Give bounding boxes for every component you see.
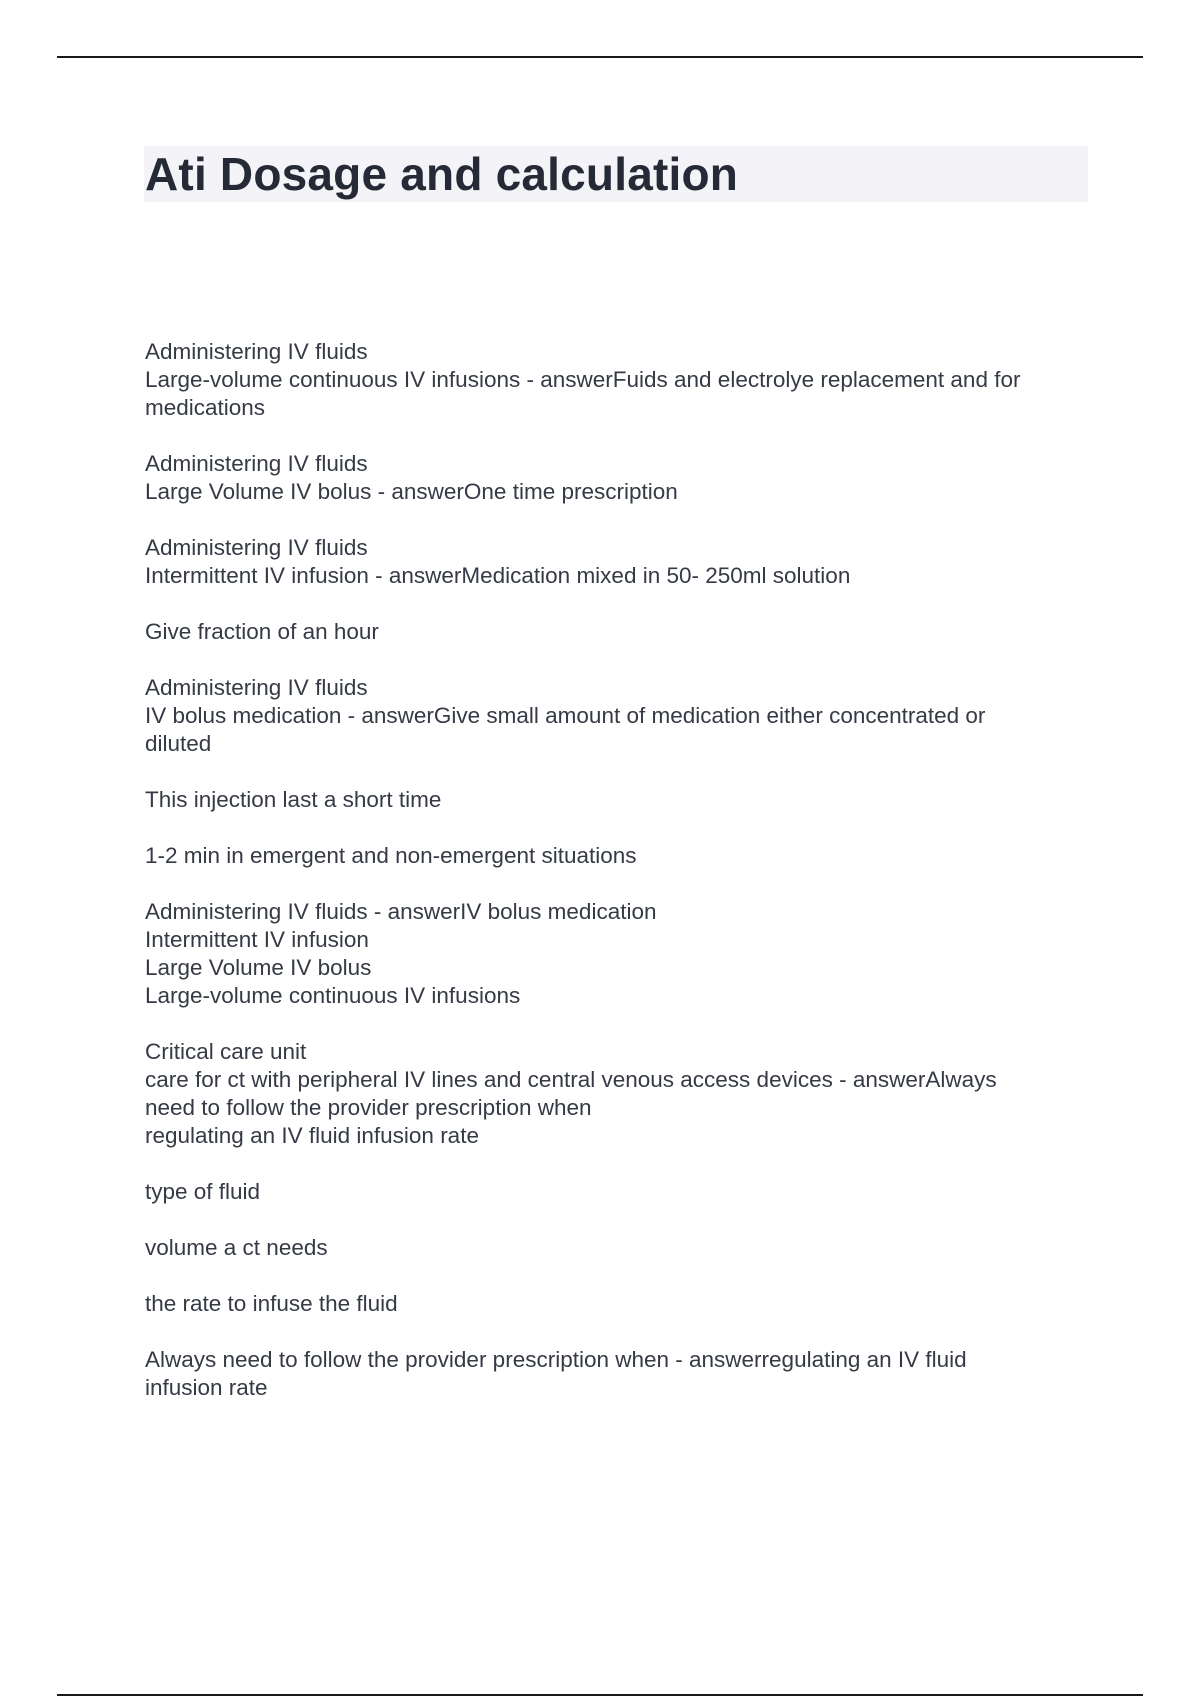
paragraph	[145, 842, 1095, 870]
paragraph	[145, 1346, 1095, 1402]
text-line: type of fluid	[145, 1179, 261, 1204]
bottom-rule	[57, 1694, 1143, 1696]
text-line: Administering IV fluids	[145, 675, 368, 700]
text-line: diluted	[145, 731, 212, 756]
text-line: Administering IV fluids - answerIV bolus medication	[145, 899, 657, 924]
document-title: Ati Dosage and calculation	[145, 148, 739, 200]
text-line: Intermittent IV infusion - answerMedication mixed in 50- 250ml solution	[145, 563, 851, 588]
text-line: This injection last a short time	[145, 787, 442, 812]
text-line: the rate to infuse the fluid	[145, 1291, 398, 1316]
paragraph	[145, 450, 1095, 506]
text-line: need to follow the provider prescription when	[145, 1095, 592, 1120]
text-line: Always need to follow the provider prescription when - answerregulating an IV fluid	[145, 1347, 967, 1372]
paragraph	[145, 1178, 1095, 1206]
paragraph	[145, 618, 1095, 646]
paragraph	[145, 898, 1095, 1010]
text-line: Critical care unit	[145, 1039, 307, 1064]
paragraph	[145, 534, 1095, 590]
paragraph	[145, 674, 1095, 758]
text-line: Large-volume continuous IV infusions	[145, 983, 521, 1008]
text-line: IV bolus medication - answerGive small amount of medication either concentrated or	[145, 703, 986, 728]
text-line: medications	[145, 395, 266, 420]
paragraph	[145, 338, 1095, 422]
top-rule	[57, 56, 1143, 58]
text-line: regulating an IV fluid infusion rate	[145, 1123, 479, 1148]
paragraph	[145, 1234, 1095, 1262]
document-body	[145, 338, 1095, 1430]
text-line: Administering IV fluids	[145, 451, 368, 476]
text-line: infusion rate	[145, 1375, 268, 1400]
paragraph	[145, 1290, 1095, 1318]
text-line: Administering IV fluids	[145, 339, 368, 364]
text-line: care for ct with peripheral IV lines and central venous access devices - answerAlways	[145, 1067, 997, 1092]
text-line: Large Volume IV bolus - answerOne time prescription	[145, 479, 678, 504]
text-line: Large-volume continuous IV infusions - answerFuids and electrolye replacement and for	[145, 367, 1021, 392]
text-line: 1-2 min in emergent and non-emergent situations	[145, 843, 637, 868]
paragraph	[145, 786, 1095, 814]
text-line: volume a ct needs	[145, 1235, 328, 1260]
text-line: Administering IV fluids	[145, 535, 368, 560]
paragraph	[145, 1038, 1095, 1150]
text-line: Large Volume IV bolus	[145, 955, 372, 980]
text-line: Intermittent IV infusion	[145, 927, 369, 952]
text-line: Give fraction of an hour	[145, 619, 379, 644]
